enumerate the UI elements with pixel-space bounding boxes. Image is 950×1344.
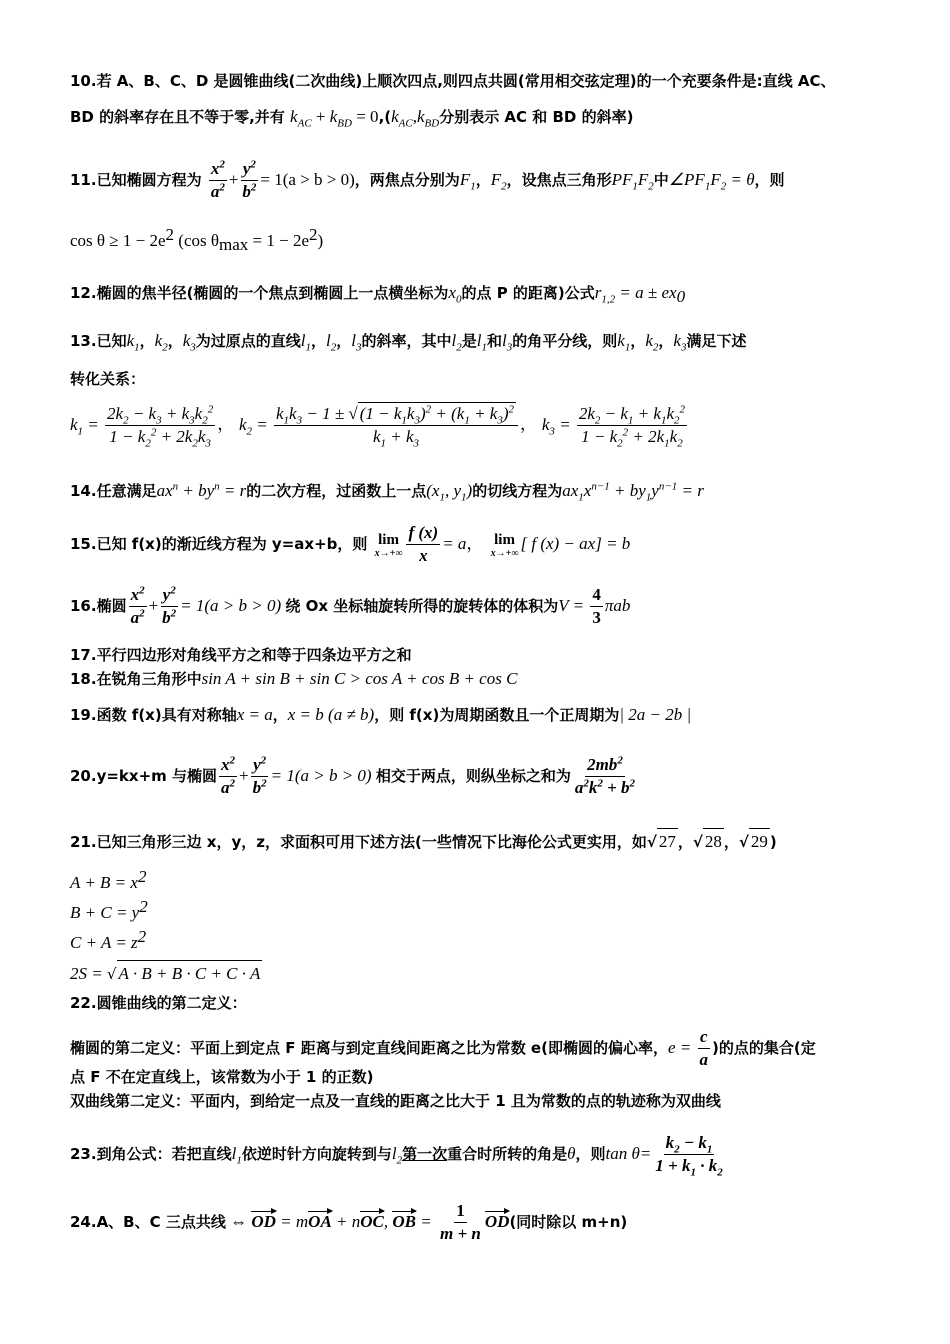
item-22-ellipse-line2: 点 F 不在定直线上，该常数为小于 1 的正数) <box>70 1068 374 1086</box>
item-10-line2a: BD 的斜率存在且不等于零,并有 <box>70 108 285 126</box>
item-12: 12.椭圆的焦半径(椭圆的一个焦点到椭圆上一点横坐标为$x_0$的点 P 的距离)公式$r_{1,2} = a \pm ex_0$ <box>70 283 686 306</box>
item-13-formulas: $k_1$ = $\frac{2k_2 - k_3 + k_3k_2^2}{1 - k_2^2 + 2k_2k_3}$ ， $k_2$ = $\frac{k_1k_3 - 1 \pm √ (1 - k_1k_3)^2 + (k_1 + k_3)^2}{k_1 + k_3}$ ， $k_3$ = $\frac{2k_2 - k_1 + k_1k_2^2}{1 - k_2^2 + 2k_1k_2}$ <box>70 402 685 450</box>
item-16: 16.椭圆 $\frac{x^2}{a^2}$ + $\frac{y^2}{b^2}$ = 1(a > b > 0) 绕 Ox 坐标轴旋转所得的旋转体的体积为V = $\frac{4}{3}$ πab <box>70 584 631 627</box>
item-21-e2: $B + C = y^2$ <box>70 897 148 922</box>
item-21-e1: $A + B = x^2$ <box>70 867 147 892</box>
item-24: 24.A、B、C 三点共线 ⇔ OD = mOA + nOC, OB = $\frac{1}{m + n}$ OD(同时除以 m+n) <box>70 1201 628 1243</box>
item-11: 11.已知椭圆方程为 $\frac{x^2}{a^2}$ + $\frac{y^2}{b^2}$ = 1(a > b > 0)，两焦点分别为$F_1$，$F_2$，设焦点三角形$PF_1F_2$中$\angle PF_1F_2 = \theta$，则 <box>70 158 785 201</box>
item-21-e4: 2S = √ A · B + B · C + C · A <box>70 960 910 987</box>
item-10-line1: 10.若 A、B、C、D 是圆锥曲线(二次曲线)上顺次四点,则四点共圆(常用相交弦定理)的一个充要条件是:直线 AC、 <box>70 72 836 90</box>
item-13: 13.已知$k_1$，$k_2$，$k_3$为过原点的直线$l_1$，$l_2$，$l_3$的斜率，其中$l_2$是$l_1$和$l_3$的角平分线，则$k_1$，$k_2$，$k_3$满足下述 转化关系： <box>70 331 747 388</box>
item-23: 23.到角公式：若把直线$l_1$依逆时针方向旋转到与$l_2$第一次重合时所转的角是θ，则tan θ= $\frac{k_2 - k_1}{1 + k_1 \cdot k_2}$ <box>70 1133 723 1179</box>
item-22-ellipse: 椭圆的第二定义：平面上到定点 F 距离与到定直线间距离之比为常数 e(即椭圆的偏心率，e = $\frac{c}{a}$ )的点的集合(定 <box>70 1027 816 1069</box>
item-22-title: 22.圆锥曲线的第二定义： <box>70 994 247 1012</box>
item-21-e3: $C + A = z^2$ <box>70 927 147 952</box>
item-10-line2c: 分别表示 AC 和 BD 的斜率) <box>439 108 634 126</box>
item-22-hyper: 双曲线第二定义：平面内，到给定一点及一直线的距离之比大于 1 且为常数的点的轨迹称为双曲线 <box>70 1092 721 1110</box>
item-21: 21.已知三角形三边 x，y，z，求面积可用下述方法(一些情况下比海伦公式更实用，如√ 27 ，√ 28 ，√ 29 ) <box>70 828 910 855</box>
item-19: 19.函数 f(x)具有对称轴x = a，x = b (a ≠ b)，则 f(x)为周期函数且一个正周期为| 2a − 2b | <box>70 705 692 724</box>
item-20: 20.y=kx+m 与椭圆 $\frac{x^2}{a^2}$ + $\frac{y^2}{b^2}$ = 1(a > b > 0) 相交于两点，则纵坐标之和为 $\frac{2mb^2}{a^2k^2 + b^2}$ <box>70 754 636 797</box>
item-10: 10.若 A、B、C、D 是圆锥曲线(二次曲线)上顺次四点,则四点共圆(常用相交弦定理)的一个充要条件是:直线 AC、 BD 的斜率存在且不等于零,并有 $k_{AC} + k_{BD} = 0,(k_{AC},k_{BD}$分别表示 AC 和 BD 的斜率) <box>70 68 910 130</box>
item-17: 17.平行四边形对角线平方之和等于四条边平方之和 <box>70 646 412 664</box>
item-14: 14.任意满足$ax^n + by^n = r$的二次方程，过函数上一点($x_1$, $y_1$)的切线方程为$ax_1x^{n-1} + by_1y^{n-1} = r$ <box>70 480 704 504</box>
item-15: 15.已知 f(x)的渐近线方程为 y=ax+b，则 lim x→+∞ $\frac{f (x)}{x}$ = a， lim x→+∞ [ f (x) − ax] = b <box>70 523 631 565</box>
item-18: 18.在锐角三角形中sin A + sin B + sin C > cos A + cos B + cos C <box>70 669 518 688</box>
item-11-line2: $\cos \theta \ge 1 - 2e^2$ (cos $\theta_{max} = 1 - 2e^2$) <box>70 225 324 254</box>
